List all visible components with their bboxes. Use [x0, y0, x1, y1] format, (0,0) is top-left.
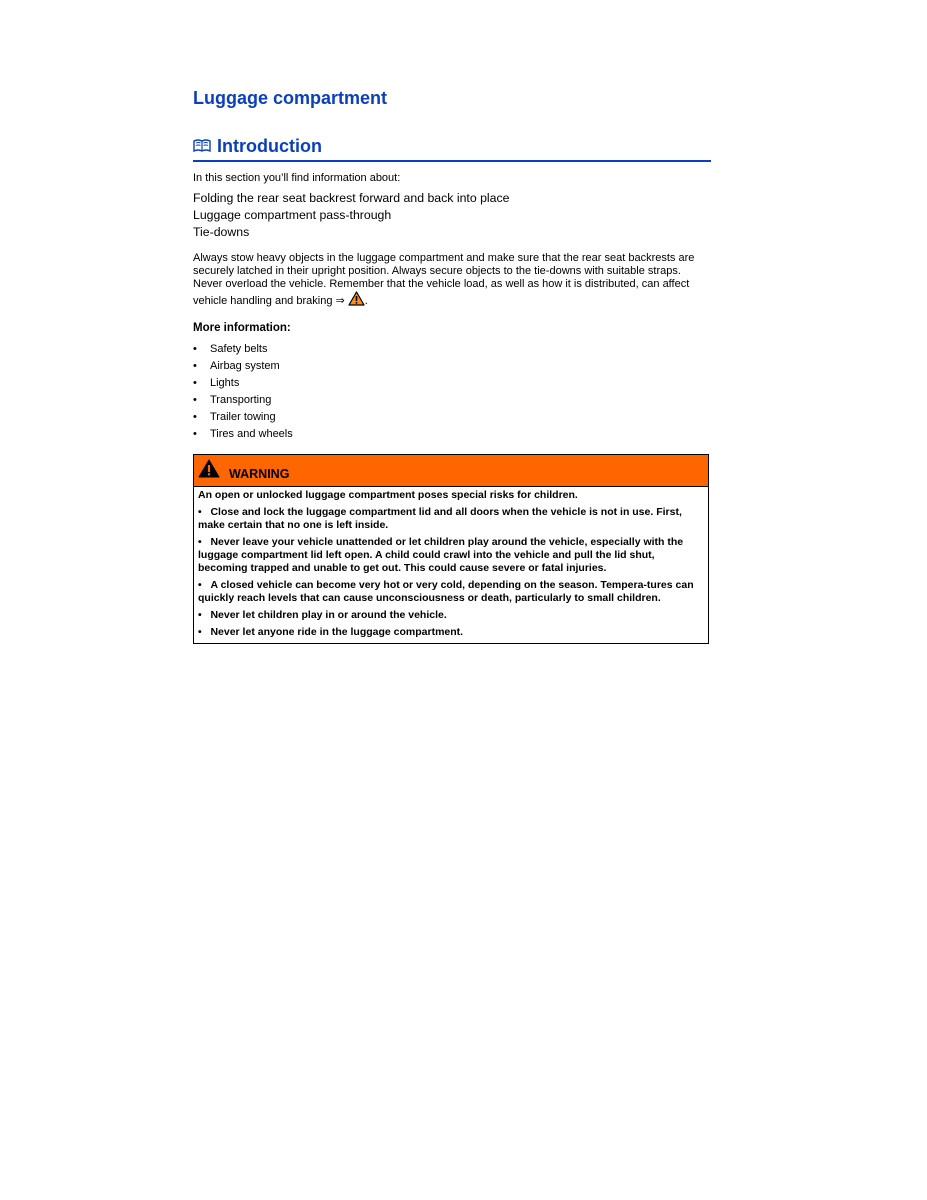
- list-item-text: Safety belts: [210, 343, 268, 355]
- bullet: •: [193, 428, 197, 440]
- warning-item: [198, 609, 703, 622]
- warning-label: WARNING: [229, 466, 290, 481]
- bullet: •: [193, 377, 197, 389]
- list-item-text: Airbag system: [210, 360, 280, 372]
- warning-box: [193, 454, 709, 644]
- body-paragraph-end: .: [364, 295, 368, 307]
- body-paragraph: [193, 252, 711, 308]
- warning-header: [194, 455, 708, 487]
- bullet: •: [193, 411, 197, 423]
- topic-item: Tie-downs: [193, 225, 250, 239]
- list-item: [193, 375, 711, 392]
- warning-item-text: Never leave your vehicle unattended or let children play around the vehicle, especially with the luggage compartment lid left open. A child could crawl into the vehicle and pull the lid shut, becoming trapped and unable to get out. This could cause severe or fatal injuries.: [198, 536, 684, 574]
- list-item-text: Lights: [210, 377, 240, 389]
- list-item-text: Tires and wheels: [210, 428, 293, 440]
- warning-item-text: Close and lock the luggage compartment lid and all doors when the vehicle is not in use. First, make certain that no one is left inside.: [198, 506, 682, 531]
- warning-triangle-icon: [348, 291, 365, 306]
- warning-item: [198, 626, 703, 639]
- intro-heading-text: Introduction: [217, 136, 322, 156]
- warning-item: [198, 536, 703, 575]
- list-item-text: Trailer towing: [210, 411, 276, 423]
- bullet: •: [198, 536, 202, 548]
- bullet: •: [198, 579, 202, 591]
- warning-item-text: A closed vehicle can become very hot or very cold, depending on the season. Tempera-tures can quickly reach levels that can cause unconsciousness or death, particularly to small children.: [198, 579, 694, 604]
- document-content: [193, 86, 711, 443]
- topic-item: Luggage compartment pass-through: [193, 208, 392, 222]
- lead-text: In this section you’ll find information about:: [193, 172, 401, 184]
- list-item: [193, 358, 711, 375]
- topic-item: Folding the rear seat backrest forward and back into place: [193, 191, 510, 205]
- bullet: •: [193, 360, 197, 372]
- warning-triangle-icon: [198, 459, 220, 478]
- warning-item-text: Never let anyone ride in the luggage compartment.: [210, 626, 464, 638]
- warning-item: [198, 506, 703, 532]
- topic-list: [193, 190, 711, 241]
- warning-intro: An open or unlocked luggage compartment poses special risks for children.: [198, 489, 578, 501]
- bullet: •: [198, 506, 202, 518]
- bullet: •: [193, 394, 197, 406]
- page-title: Luggage compartment: [193, 88, 388, 108]
- bullet: •: [198, 626, 202, 638]
- bullet: •: [193, 343, 197, 355]
- book-icon: [193, 139, 211, 153]
- section-heading: [193, 134, 711, 162]
- body-paragraph-text: Always stow heavy objects in the luggage compartment and make sure that the rear seat backrests are securely latched in their upright position. Always secure objects to the tie-downs with suitable straps. Never overload the vehicle. Remember that the vehicle load, as well as how it is distributed, can affect vehicle handling and braking ⇒: [193, 252, 695, 307]
- list-item: [193, 392, 711, 409]
- warning-item-text: Never let children play in or around the vehicle.: [210, 609, 447, 621]
- list-item: [193, 409, 711, 426]
- warning-item: [198, 579, 703, 605]
- list-item: [193, 341, 711, 358]
- more-info-label: More information:: [193, 322, 291, 334]
- warning-body: [194, 487, 708, 643]
- more-info-list: [193, 341, 711, 443]
- bullet: •: [198, 609, 202, 621]
- list-item: [193, 426, 711, 443]
- list-item-text: Transporting: [210, 394, 272, 406]
